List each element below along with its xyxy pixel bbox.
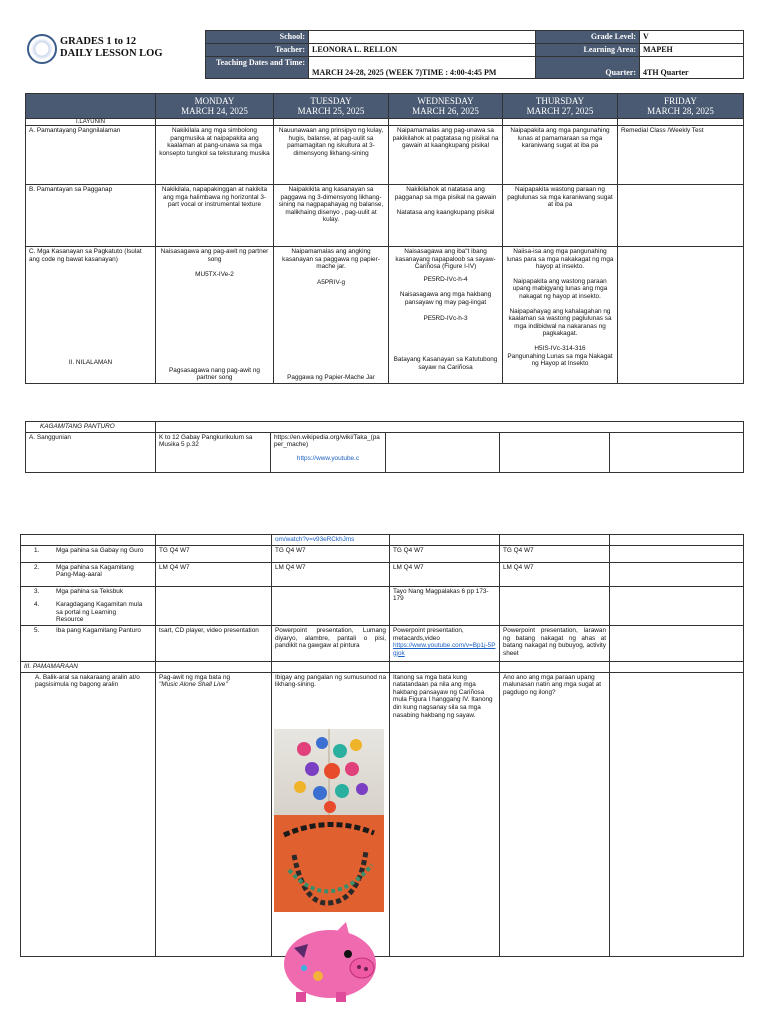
row-b-thursday: Naipapakita wastong paraan ng paglulunas sa mga karaniwang sugat at iba pa bbox=[503, 185, 618, 247]
row-5-monday: tsart, CD player, video presentation bbox=[156, 625, 272, 661]
row-balik-aral-tuesday: Ibigay ang pangalan ng sumusunod na likhang-sining. bbox=[272, 672, 390, 956]
teacher-label: Teacher: bbox=[206, 44, 309, 57]
paper-mache-pig-image bbox=[274, 918, 382, 1006]
mobile-artwork-photo bbox=[274, 729, 384, 815]
layunin-label: I.LAYUNIN bbox=[26, 119, 156, 126]
sanggunian-monday: K to 12 Gabay Pangkurikulum sa Musika 5 p.32 bbox=[156, 432, 271, 472]
row-balik-aral-thursday: Ano ano ang mga paraan upang malunasan natin ang mga sugat at pagdugo ng ilong? bbox=[500, 672, 610, 956]
row-b-label: B. Pamantayan sa Pagganap bbox=[26, 185, 156, 247]
row-2-label: 2. Mga pahina sa Kagamitang Pang-Mag-aaral bbox=[21, 562, 156, 586]
nilalaman-wednesday: Batayang Kasanayan sa Katutubong sayaw na Cariñosa bbox=[393, 356, 498, 371]
row-5-label: 5. Iba pang Kagamitang Panturo bbox=[21, 625, 156, 661]
day-header-wednesday: WEDNESDAY MARCH 26, 2025 bbox=[389, 94, 503, 119]
row-1-label: 1. Mga pahina sa Gabay ng Guro bbox=[21, 545, 156, 562]
day-header-monday: MONDAY MARCH 24, 2025 bbox=[156, 94, 274, 119]
row-1-monday: TG Q4 W7 bbox=[156, 545, 272, 562]
row-2-tuesday: LM Q4 W7 bbox=[272, 562, 390, 586]
dates-value: MARCH 24-28, 2025 (WEEK 7)TIME : 4:00-4:45 PM bbox=[309, 57, 536, 79]
row-a-monday: Nakikilala ang mga simbolong pangmusika at naipapakita ang kaalaman at pang-unawa sa mga konsepto tungkol sa teksturang musika bbox=[156, 126, 274, 185]
row-b-monday: Nakikilala, napapakinggan at nakikita ang mga halimbawa ng horizontal 3-part vocal or instrumental texture bbox=[156, 185, 274, 247]
row-a-friday: Remedial Class /Weekly Test bbox=[618, 126, 744, 185]
day-header-friday: FRIDAY MARCH 28, 2025 bbox=[618, 94, 744, 119]
row-b-tuesday: Naipakikita ang kasanayan sa paggawa ng 3-dimensyong likhang-sining na nagpapahayag ng balanse, malikhaing disenyo , pag-uulit at kulay. bbox=[274, 185, 389, 247]
day-header-tuesday: TUESDAY MARCH 25, 2025 bbox=[274, 94, 389, 119]
bead-necklace-photo bbox=[274, 815, 384, 912]
row-balik-aral-wednesday: Itanong sa mga bata kung natatandaan pa nila ang mga hakbang pansayaw ng Cariñosa mula Figura I hanggang IV. Itanong din kung nagsanay sila sa mga nasabing hakbang ng sayaw. bbox=[390, 672, 500, 956]
kagamitan-table bbox=[25, 421, 744, 473]
grade-value: V bbox=[640, 31, 744, 44]
row-2-thursday: LM Q4 W7 bbox=[500, 562, 610, 586]
video-link[interactable]: https://www.youtube.com/v=Bp1j-5Pgjok bbox=[393, 642, 496, 657]
pamamaraan-label: III. PAMAMARAAN bbox=[21, 661, 156, 672]
row-2-monday: LM Q4 W7 bbox=[156, 562, 272, 586]
row-b-wednesday: Nakikilahok at natatasa ang pagganap sa mga pisikal na gawain Natatasa ang kaangkupang pisikal bbox=[389, 185, 503, 247]
area-value: MAPEH bbox=[640, 44, 744, 57]
row-1-wednesday: TG Q4 W7 bbox=[390, 545, 500, 562]
row-a-thursday: Naipapakita ang mga pangunahing lunas at pamamaraan sa mga karaniwang sugat at iba pa bbox=[503, 126, 618, 185]
row-3-4-label: 3. Mga pahina sa Teksbuk 4. Karagdagang Kagamitan mula sa portal ng Learning Resource bbox=[21, 586, 156, 625]
school-value bbox=[309, 31, 536, 44]
nilalaman-thursday: Pangunahing Lunas sa mga Nakagat ng Hayop at Insekto bbox=[507, 352, 613, 368]
title-line-1: GRADES 1 to 12 bbox=[60, 36, 137, 47]
row-5-wednesday: Powerpoint presentation, metacards,video https://www.youtube.com/v=Bp1j-5Pgjok bbox=[390, 625, 500, 661]
row-5-tuesday: Powerpoint presentation, Lumang diyaryo, alambre, pantali o pisi, pandikit na gawgaw at pintura bbox=[272, 625, 390, 661]
nilalaman-tuesday: Paggawa ng Papier-Mache Jar bbox=[287, 374, 375, 382]
row-c-tuesday: Naipamamalas ang angking kasanayan sa paggawa ng papier-mache jar. A5PRIV-g Paggawa ng Papier-Mache Jar bbox=[274, 247, 389, 384]
row-balik-aral-monday: Pag-awit ng mga bata ng "Music Alone Shall Live" bbox=[156, 672, 272, 956]
piggy-bank-photo bbox=[274, 918, 382, 1006]
teacher-value: LEONORA L. RELLON bbox=[309, 44, 536, 57]
row-c-monday: Naisasagawa ang pag-awit ng partner song MU5TX-IVe-2 Pagsasagawa nang pag-awit ng partner song bbox=[156, 247, 274, 384]
school-label: School: bbox=[206, 31, 309, 44]
row-3-wednesday: Tayo Nang Magpalakas 6 pp 173-179 bbox=[390, 586, 500, 625]
row-2-wednesday: LM Q4 W7 bbox=[390, 562, 500, 586]
day-header-thursday: THURSDAY MARCH 27, 2025 bbox=[503, 94, 618, 119]
quarter-value: 4TH Quarter bbox=[640, 57, 744, 79]
row-c-wednesday: Naisasagawa ang iba"t ibang kasanayang napapaloob sa sayaw- Cariñosa (Figure I-IV) PE5RD-IVc-h-4 Naisasagawa ang mga hakbang pansayaw ng may pag-iingat PE5RD-IVc-h-3 Batayang Kasanayan sa Katutubong sayaw na Cariñosa bbox=[389, 247, 503, 384]
row-c-thursday: Naiisa-isa ang mga pangunahing lunas para sa mga nakakagat ng mga hayop at insekto. Naipapakita ang wastong paraan upang mabigyang lunas ang mga nakagat ng hayop at insekto. Naipapahayag ang kahalagahan ng kaalaman sa wastong paglulunas sa mga indibidwal na nakaranas ng pagkakagat. H5IS-IVc-314-316 Pangunahing Lunas sa mga Nakagat ng Hayop at Insekto bbox=[503, 247, 618, 384]
paper-bead-necklace-image bbox=[274, 815, 384, 912]
dates-label: Teaching Dates and Time: bbox=[206, 57, 309, 79]
row-a-label: A. Pamantayang Pangnilalaman bbox=[26, 126, 156, 185]
deped-seal-logo bbox=[27, 34, 57, 64]
youtube-link-part2[interactable]: om/watch?v=v93eRCkhJms bbox=[272, 535, 390, 546]
empty-header-cell bbox=[26, 94, 156, 119]
hanging-mobile-image bbox=[274, 729, 384, 815]
row-a-wednesday: Naipamamalas ang pag-unawa sa pakikilahok at pagtatasa ng pisikal na gawain at kaangkupang pisikal bbox=[389, 126, 503, 185]
row-balik-aral-label: A. Balik-aral sa nakaraang aralin at/o pagsisimula ng bagong aralin bbox=[21, 672, 156, 956]
form-title bbox=[60, 36, 163, 60]
quarter-label: Quarter: bbox=[536, 57, 640, 79]
nilalaman-label: II. NILALAMAN bbox=[68, 359, 113, 367]
grade-label: Grade Level: bbox=[536, 31, 640, 44]
kagamitan-label: KAGAMITANG PANTURO bbox=[26, 422, 156, 433]
row-1-thursday: TG Q4 W7 bbox=[500, 545, 610, 562]
lesson-log-table bbox=[25, 93, 744, 384]
row-b-friday bbox=[618, 185, 744, 247]
row-c-friday bbox=[618, 247, 744, 384]
row-5-thursday: Powerpoint presentation, larawan ng batang nakagat ng ahas at batang nakagat ng bubuyog, activity sheet bbox=[500, 625, 610, 661]
row-1-tuesday: TG Q4 W7 bbox=[272, 545, 390, 562]
row-c-label: C. Mga Kasanayan sa Pagkatuto (Isulat ang code ng bawat kasanayan) II. NILALAMAN bbox=[26, 247, 156, 384]
nilalaman-monday: Pagsasagawa nang pag-awit ng partner song bbox=[169, 366, 260, 382]
title-line-2: DAILY LESSON LOG bbox=[60, 48, 163, 59]
header-info-table bbox=[205, 30, 744, 79]
row-a-tuesday: Nauunawaan ang prinsipyo ng kulay, hugis, balanse, at pag-uulit sa pamamagitan ng iskultura at 3-dimensyong likhang-sining bbox=[274, 126, 389, 185]
sanggunian-label: A. Sanggunian bbox=[26, 432, 156, 472]
sanggunian-tuesday bbox=[271, 432, 386, 472]
wiki-link[interactable]: https://en.wikipedia.org/wiki/Taka_(paper_mache) bbox=[274, 433, 380, 449]
area-label: Learning Area: bbox=[536, 44, 640, 57]
youtube-link-part1[interactable]: https://www.youtube.c bbox=[296, 454, 360, 462]
